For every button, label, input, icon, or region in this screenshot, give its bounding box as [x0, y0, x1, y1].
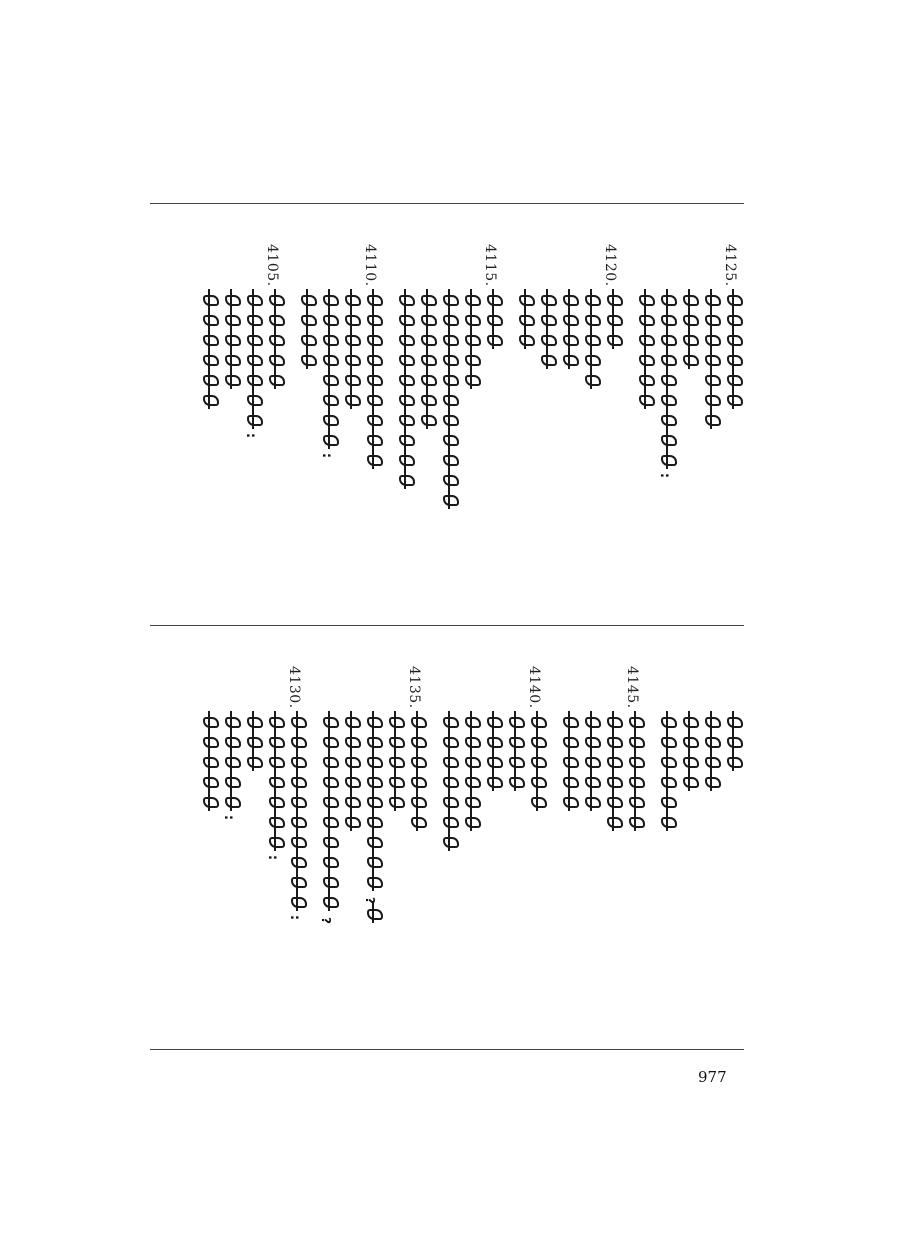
mongolian-script-line: [484, 292, 502, 352]
line-number: 4130.: [286, 666, 302, 709]
mongolian-script-line: [528, 714, 546, 814]
mongolian-script-line: [702, 714, 720, 794]
line-number: 4105.: [264, 244, 280, 287]
question-mark: ?: [363, 896, 377, 904]
line-number: 4140.: [526, 666, 542, 709]
mongolian-script-line: [658, 714, 676, 834]
mongolian-script-line: [298, 292, 316, 372]
mongolian-script-line: [440, 714, 458, 854]
mongolian-script-line: [516, 292, 534, 352]
line-number: 4145.: [624, 666, 640, 709]
mongolian-script-line: [396, 292, 414, 492]
mongolian-script-line: [386, 714, 404, 814]
mongolian-script-line: [320, 292, 338, 464]
mongolian-script-line: [244, 714, 262, 774]
mongolian-script-line: [680, 714, 698, 794]
mongolian-script-line: [560, 292, 578, 372]
mongolian-script-line: [658, 292, 676, 484]
mongolian-script-line: [418, 292, 436, 432]
mongolian-script-line: [364, 292, 382, 472]
mongolian-script-line: [724, 714, 742, 774]
mongolian-script-line: [462, 714, 480, 834]
mongolian-script-line: [680, 292, 698, 372]
mongolian-script-line: [266, 714, 284, 866]
mongolian-script-line: [702, 292, 720, 432]
mongolian-script-line: [200, 714, 218, 814]
mongolian-script-line: [222, 292, 240, 392]
mongolian-script-line: [266, 292, 284, 392]
line-number: 4120.: [602, 244, 618, 287]
mongolian-script-line: [636, 292, 654, 412]
mongolian-script-line: [440, 292, 458, 512]
mongolian-script-line: [288, 714, 306, 926]
line-number: 4110.: [362, 244, 378, 287]
verse-section-top: [150, 204, 744, 624]
mongolian-script-line: [626, 714, 644, 834]
page-number: 977: [698, 1068, 727, 1086]
mongolian-script-line: [582, 714, 600, 814]
mongolian-script-line: [222, 714, 240, 826]
mongolian-script-line: [342, 292, 360, 412]
mongolian-script-line: [244, 292, 262, 444]
mongolian-script-line: [408, 714, 426, 834]
question-mark: ?: [319, 916, 333, 924]
bottom-rule: [150, 1049, 744, 1050]
line-number: 4115.: [482, 244, 498, 287]
mongolian-script-line: [582, 292, 600, 392]
verse-section-bottom: [150, 626, 744, 1048]
mongolian-script-line: [462, 292, 480, 392]
line-number: 4135.: [406, 666, 422, 709]
mongolian-script-line: [560, 714, 578, 814]
mongolian-script-line: [538, 292, 556, 372]
mongolian-script-line: [200, 292, 218, 412]
mongolian-script-line: [364, 714, 382, 926]
mongolian-script-line: [724, 292, 742, 412]
mongolian-script-line: [342, 714, 360, 834]
mongolian-script-line: [506, 714, 524, 794]
mongolian-script-line: [604, 714, 622, 834]
mongolian-script-line: [320, 714, 338, 926]
mongolian-script-line: [604, 292, 622, 352]
line-number: 4125.: [722, 244, 738, 287]
mongolian-script-line: [484, 714, 502, 794]
